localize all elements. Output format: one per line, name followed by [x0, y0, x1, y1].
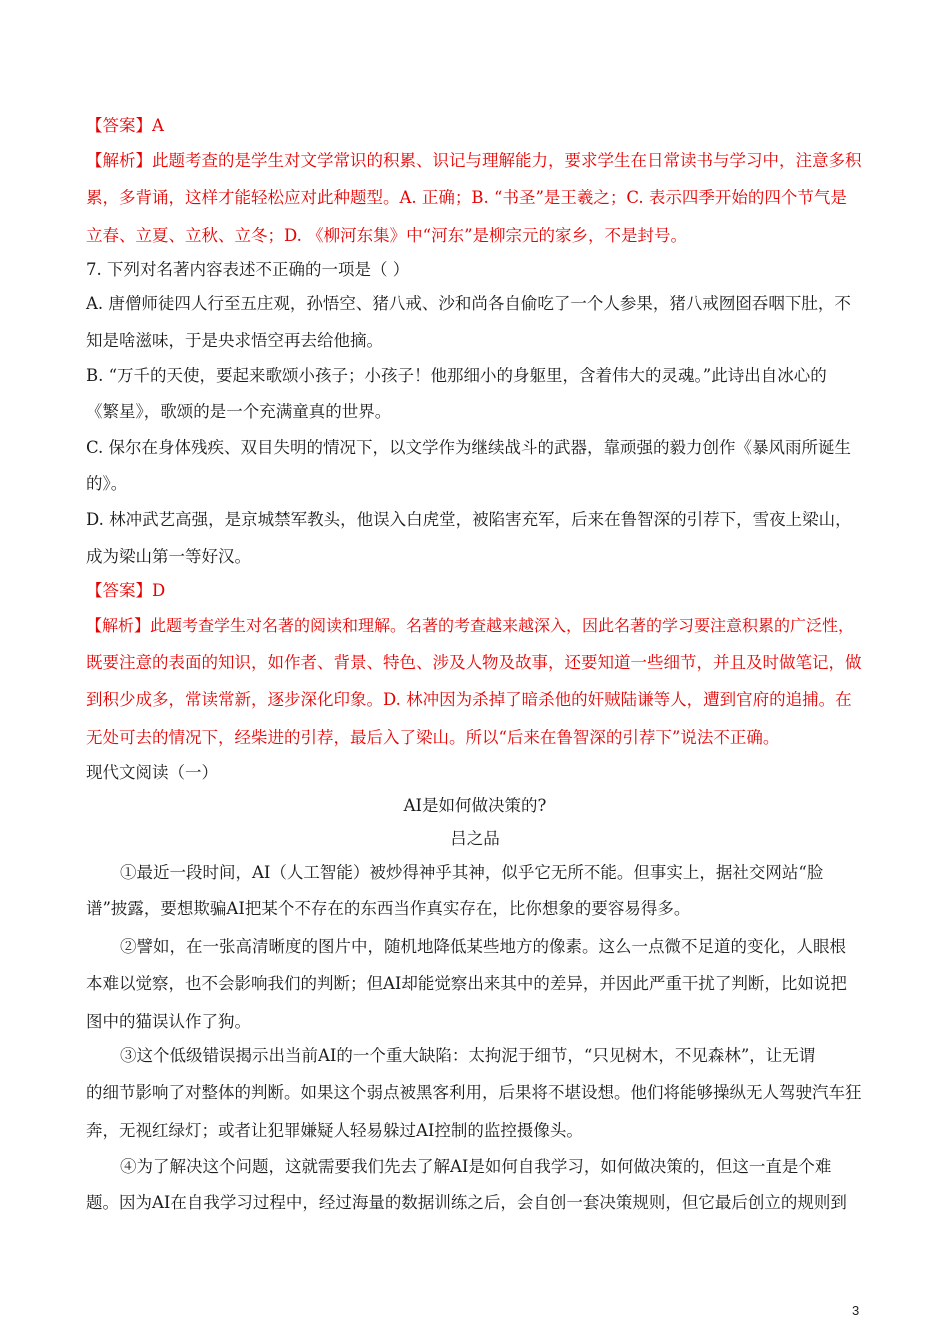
q7-option-b-cont: 《繁星》，歌颂的是一个充满童真的世界。 — [86, 402, 392, 421]
q6-answer: 【答案】A — [86, 116, 164, 135]
article-author: 吕之品 — [450, 829, 500, 848]
q7-option-d-cont: 成为梁山第一等好汉。 — [86, 547, 251, 566]
q7-option-c-cont: 的》。 — [86, 474, 128, 493]
paragraph-line: 本难以觉察，也不会影响我们的判断；但AI却能觉察出来其中的差异，并因此严重干扰了判断，比如说把 — [86, 974, 847, 993]
q7-option-c: C. 保尔在身体残疾、双目失明的情况下，以文学作为继续战斗的武器，靠顽强的毅力创作《暴风雨所诞生 — [86, 438, 852, 457]
paragraph-line: ①最近一段时间，AI（人工智能）被炒得神乎其神，似乎它无所不能。但事实上，据社交网站“脸 — [120, 863, 824, 882]
q7-analysis-line: 【解析】此题考查学生对名著的阅读和理解。名著的考查越来越深入，因此名著的学习要注意积累的广泛性， — [86, 616, 855, 635]
q6-analysis-line: 累，多背诵，这样才能轻松应对此种题型。A. 正确；B. “书圣”是王羲之；C. 表示四季开始的四个节气是 — [86, 188, 847, 207]
paragraph-line: ③这个低级错误揭示出当前AI的一个重大缺陷：太拘泥于细节，“只见树木，不见森林”，让无谓 — [120, 1046, 816, 1065]
q7-stem: 7. 下列对名著内容表述不正确的一项是（ ） — [86, 260, 410, 279]
paragraph-line: ④为了解决这个问题，这就需要我们先去了解AI是如何自我学习，如何做决策的，但这一直是个难 — [120, 1157, 832, 1176]
paragraph-line: ②譬如，在一张高清晰度的图片中，随机地降低某些地方的像素。这么一点微不足道的变化，人眼根 — [120, 937, 846, 956]
q7-analysis-line: 既要注意的表面的知识，如作者、背景、特色、涉及人物及故事，还要知道一些细节，并且及时做笔记，做 — [86, 653, 862, 672]
q7-option-b: B. “万千的天使，要起来歌颂小孩子；小孩子！他那细小的身躯里，含着伟大的灵魂。”此诗出自冰心的 — [86, 366, 827, 385]
q6-analysis-line: 立春、立夏、立秋、立冬；D. 《柳河东集》中“河东”是柳宗元的家乡，不是封号。 — [86, 226, 688, 245]
paragraph-line: 谱”披露，要想欺骗AI把某个不存在的东西当作真实存在，比你想象的要容易得多。 — [86, 899, 691, 918]
paragraph-line: 的细节影响了对整体的判断。如果这个弱点被黑客利用，后果将不堪设想。他们将能够操纵无人驾驶汽车狂 — [86, 1083, 862, 1102]
page-number: 3 — [852, 1303, 860, 1318]
q7-analysis-line: 到积少成多，常读常新，逐步深化印象。D. 林冲因为杀掉了暗杀他的奸贼陆谦等人，遭到官府的追捕。在 — [86, 690, 852, 709]
q7-option-a-cont: 知是啥滋味，于是央求悟空再去给他摘。 — [86, 331, 383, 350]
q7-analysis-line: 无处可去的情况下，经柴进的引荐，最后入了梁山。所以“后来在鲁智深的引荐下”说法不正确。 — [86, 728, 780, 747]
q6-analysis-line: 【解析】此题考查的是学生对文学常识的积累、识记与理解能力，要求学生在日常读书与学习中，注意多积 — [86, 151, 862, 170]
paragraph-line: 图中的猫误认作了狗。 — [86, 1012, 251, 1031]
q7-option-d: D. 林冲武艺高强，是京城禁军教头，他误入白虎堂，被陷害充军，后来在鲁智深的引荐下，雪夜上梁山， — [86, 510, 852, 529]
paragraph-line: 题。因为AI在自我学习过程中，经过海量的数据训练之后，会自创一套决策规则，但它最后创立的规则到 — [86, 1193, 847, 1212]
q7-option-a: A. 唐僧师徒四人行至五庄观，孙悟空、猪八戒、沙和尚各自偷吃了一个人参果，猪八戒囫囵吞咽下肚，不 — [86, 294, 851, 313]
article-title: AI是如何做决策的? — [403, 796, 547, 815]
q7-answer: 【答案】D — [86, 581, 166, 600]
section-heading: 现代文阅读（一） — [86, 763, 218, 782]
paragraph-line: 奔，无视红绿灯；或者让犯罪嫌疑人轻易躲过AI控制的监控摄像头。 — [86, 1121, 583, 1140]
